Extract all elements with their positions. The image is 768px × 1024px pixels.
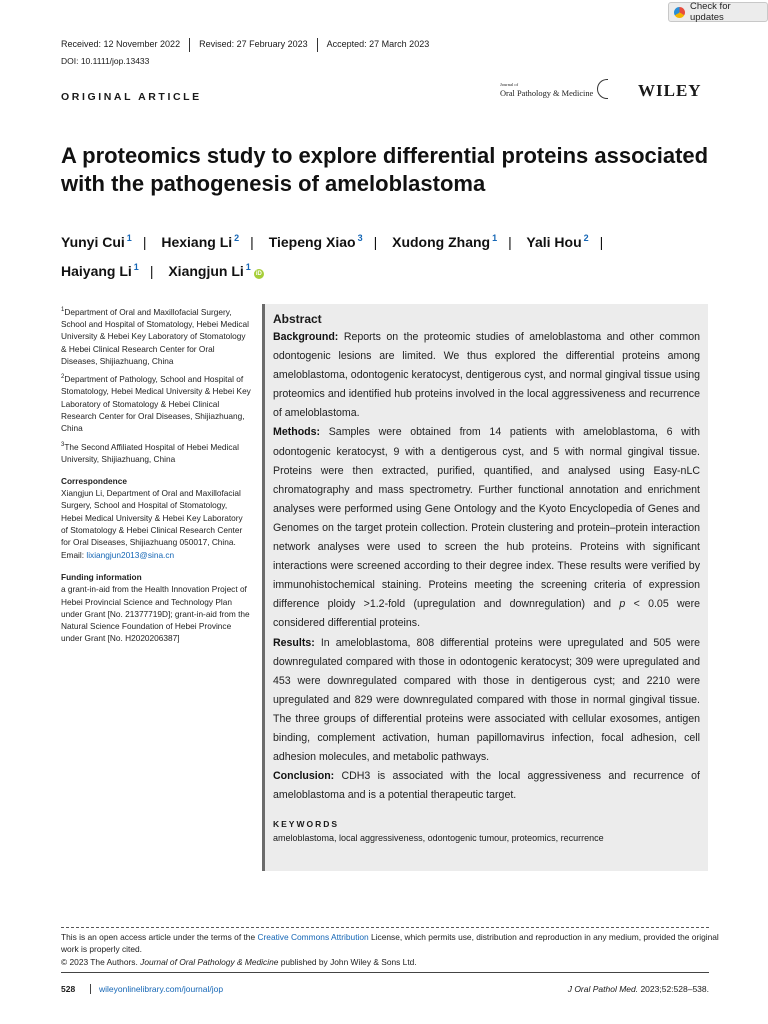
author[interactable]: Yali Hou $^2$ <box>526 233 589 250</box>
keywords-heading: KEYWORDS <box>273 819 340 830</box>
abstract-conclusion: Conclusion: CDH3 is associated with the local aggressiveness and recurrence of ameloblastoma and is a potential therapeutic target. <box>273 770 700 802</box>
keywords: ameloblastoma, local aggressiveness, odontogenic tumour, proteomics, recurrence <box>273 833 604 844</box>
author[interactable]: Xiangjun Li $^1$ <box>168 262 251 279</box>
funding-heading: Funding information <box>61 571 142 582</box>
affiliation-2: $^2$Department of Pathology, School and Hospital of Stomatology, Hebei Medical University & Hebei Key Laboratory of Stomatology & Hebei Clinical Research Center for Oral Diseases, Shijiazhuang, China <box>61 374 251 434</box>
author[interactable]: Haiyang Li $^1$ <box>61 262 139 279</box>
crossmark-icon <box>674 7 685 18</box>
journal-website-link[interactable]: wileyonlinelibrary.com/journal/jop <box>90 984 223 994</box>
correspondence-heading: Correspondence <box>61 475 127 486</box>
check-for-updates-label: Check for updates <box>689 1 731 23</box>
abstract-methods: Methods: Samples were obtained from 14 patients with ameloblastoma, 6 with odontogenic keratocyst, 9 with a dentigerous cyst, and 5 with normal gingival tissue. Proteins were then extracted, purified, quantified, and analysed using Easy-nLC chromatography and mass spectrometry. Further functional annotation and enrichment analyses were performed using Gene Ontology and the Kyoto Encyclopedia of Genes and Genomes on the target protein collection. Protein clustering and protein–protein interaction network analyses were used to screen the hub proteins. Proteins with significant interactions were screened according to their degree index. These results were verified by immunohistochemical staining. Proteins meeting the screening criteria of expression difference ploidy >1.2-fold (upregulation and downregulation) and p < 0.05 were considered differential proteins. <box>273 426 700 630</box>
footer-divider <box>61 927 709 928</box>
license-note: This is an open access article under the terms of the Creative Commons Attribution License, which permits use, distribution and reproduction in any medium, provided the original work is properly cited. © 2023 The Authors. Journal of Oral Pathology & Medicine published by John Wiley & Sons Ltd. <box>61 932 719 967</box>
citation: J Oral Pathol Med. 2023;52:528–538. <box>567 984 709 994</box>
abstract-box <box>262 304 708 871</box>
abstract-results: Results: In ameloblastoma, 808 differential proteins were upregulated and 505 were downregulated compared with those in odontogenic keratocyst; 309 were upregulated and 453 were downregulated compared with those in dentigerous cyst; and 2210 were upregulated and 829 were downregulated compared with those in normal gingival tissue. The three groups of differential proteins were associated with cellular exosomes, antigen binding, complement activation, human papillomavirus infection, focal adhesion, cell adhesion molecules, and metabolic pathways. <box>273 636 700 764</box>
article-title: A proteomics study to explore differential proteins associated with the pathogenesis of ameloblastoma <box>61 143 709 196</box>
page-number: 528 <box>61 984 76 994</box>
author-list: Yunyi Cui $^1$ | Hexiang Li $^2$ | Tiepeng Xiao $^3$ | Xudong Zhang $^1$ | Yali Hou $^2$ | Haiyang Li $^1$ | Xiangjun Li $^1$iD <box>61 233 604 279</box>
check-for-updates-button[interactable] <box>668 2 768 22</box>
author[interactable]: Yunyi Cui $^1$ <box>61 233 132 250</box>
abstract-background: Background: Reports on the proteomic studies of ameloblastoma and other common odontogenic lesions are limited. We thus explored the differential proteins among ameloblastoma, odontogenic keratocyst, dentigerous cyst, and normal gingival tissue using proteomics and identified hub proteins involved in the local aggressiveness and recurrence of ameloblastoma. <box>273 331 700 420</box>
article-dates <box>61 38 438 52</box>
journal-swirl-icon <box>597 79 608 99</box>
revised-date: Revised: 27 February 2023 <box>189 38 317 52</box>
journal-logo-small: Journal of <box>500 82 519 87</box>
cc-license-link[interactable]: Creative Commons Attribution <box>257 932 369 942</box>
author[interactable]: Xudong Zhang $^1$ <box>392 233 498 250</box>
article-type: ORIGINAL ARTICLE <box>61 91 202 103</box>
orcid-icon[interactable]: iD <box>255 271 262 277</box>
affiliation-3: $^3$The Second Affiliated Hospital of Hebei Medical University, Shijiazhuang, China <box>61 441 239 464</box>
author[interactable]: Hexiang Li $^2$ <box>161 233 240 250</box>
publisher-logo: WILEY <box>638 81 702 100</box>
author[interactable]: Tiepeng Xiao $^3$ <box>268 233 363 250</box>
journal-logo <box>500 79 608 99</box>
left-column <box>61 304 251 649</box>
accepted-date: Accepted: 27 March 2023 <box>317 38 439 52</box>
abstract-heading: Abstract <box>273 312 322 326</box>
doi: DOI: 10.1111/jop.13433 <box>61 56 150 66</box>
page-footer-rule <box>61 972 709 973</box>
funding-text: a grant-in-aid from the Health Innovation Project of Hebei Provincial Science and Technology Plan under Grant [No. 21377719D]; grant-in-aid from the Natural Science Foundation of Hebei Province under Grant [No. H2020206387] <box>61 584 250 644</box>
correspondence-text: Xiangjun Li, Department of Oral and Maxillofacial Surgery, School and Hospital of Stomatology, Hebei Medical University & Hebei Key Laboratory of Stomatology & Hebei Clinical Research Center for Oral Diseases, Shijiazhuang 050017, China. Email: lixiangjun2013@sina.cn <box>61 488 243 560</box>
journal-logo-name: Oral Pathology & Medicine <box>500 89 594 98</box>
email-link[interactable]: lixiangjun2013@sina.cn <box>86 549 175 560</box>
affiliation-1: $^1$Department of Oral and Maxillofacial Surgery, School and Hospital of Stomatology, Hebei Medical University & Hebei Key Laboratory of Stomatology & Hebei Clinical Research Center for Oral Diseases, Shijiazhuang, China <box>61 306 250 366</box>
received-date: Received: 12 November 2022 <box>61 39 181 49</box>
